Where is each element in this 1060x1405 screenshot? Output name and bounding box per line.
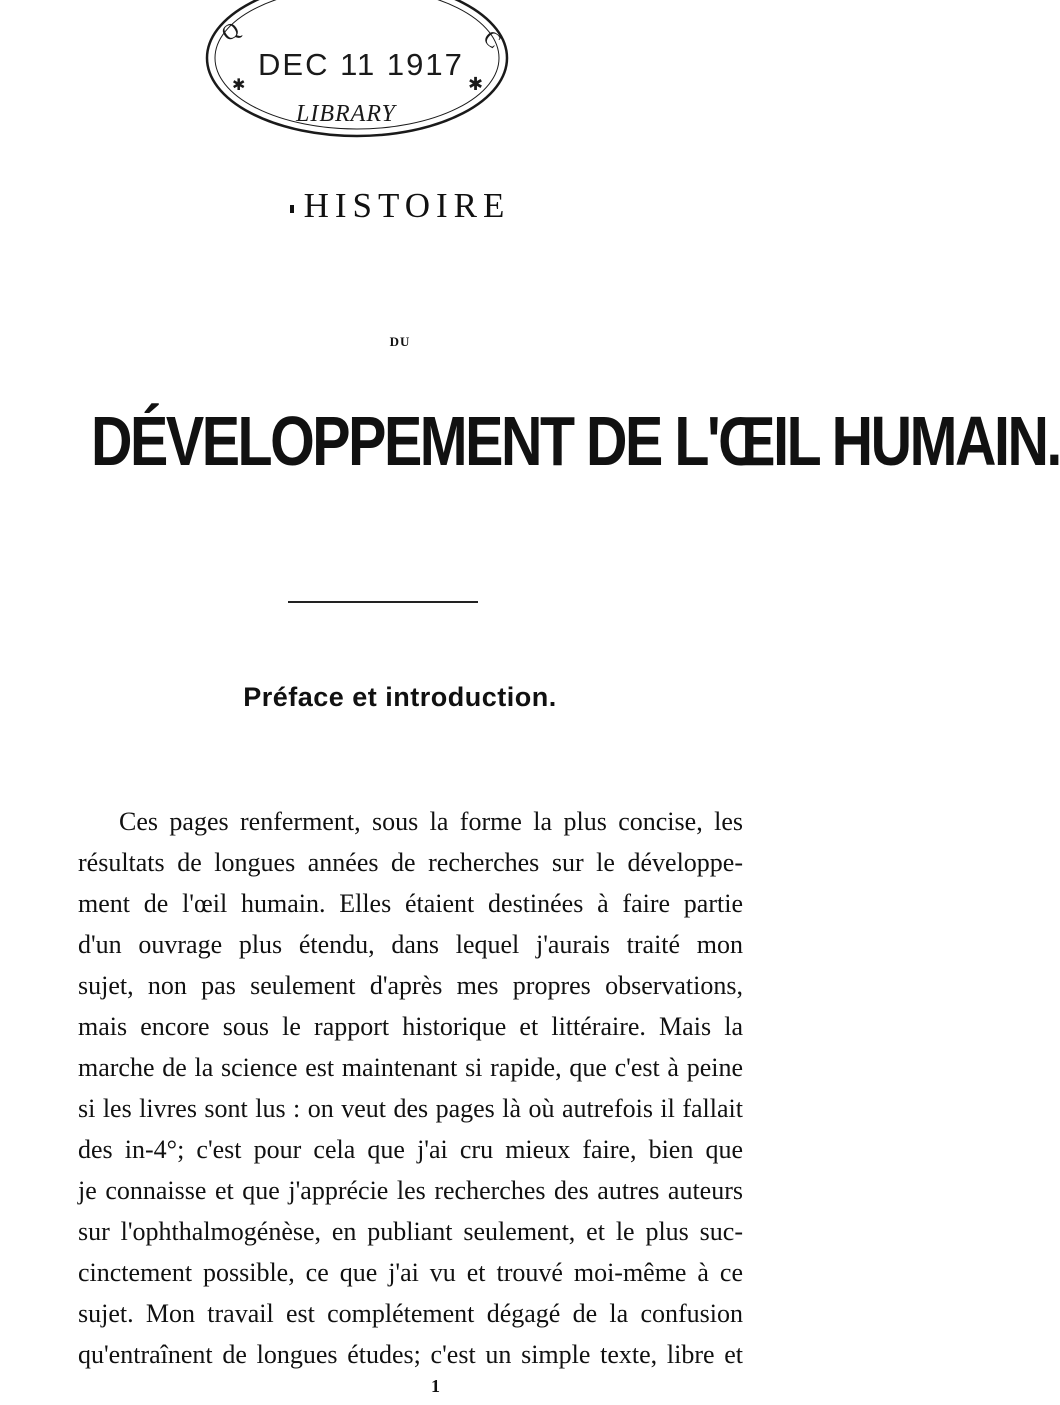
title-histoire bbox=[0, 186, 800, 226]
svg-text:Q: Q bbox=[216, 16, 244, 47]
body-paragraph bbox=[78, 801, 743, 1375]
title-main: DÉVELOPPEMENT DE L'ŒIL HUMAIN. bbox=[91, 402, 1060, 480]
stamp-date: DEC 11 1917 bbox=[258, 47, 464, 82]
body-line: sujet, non pas seulement d'après mes propres observations, bbox=[78, 971, 743, 1000]
body-line: ment de l'œil humain. Elles étaient destinées à faire partie bbox=[78, 889, 743, 918]
section-heading: Préface et introduction. bbox=[243, 682, 557, 712]
svg-text:✱: ✱ bbox=[232, 77, 246, 94]
body-line: d'un ouvrage plus étendu, dans lequel j'aurais traité mon bbox=[78, 930, 743, 959]
svg-text:✱: ✱ bbox=[468, 74, 484, 94]
stamp-library-text: LIBRARY bbox=[296, 101, 396, 127]
page-number: 1 bbox=[431, 1376, 440, 1396]
body-line: qu'entraînent de longues études; c'est un simple texte, libre et bbox=[78, 1340, 743, 1369]
body-line: marche de la science est maintenant si rapide, que c'est à peine bbox=[78, 1053, 743, 1082]
library-stamp bbox=[192, 0, 522, 140]
body-line: je connaisse et que j'apprécie les recherches des autres auteurs bbox=[78, 1176, 743, 1205]
body-line: cinctement possible, ce que j'ai vu et trouvé moi-même à ce bbox=[78, 1258, 743, 1287]
body-line: résultats de longues années de recherches sur le développe- bbox=[78, 848, 743, 877]
body-line: sujet. Mon travail est complétement dégagé de la confusion bbox=[78, 1299, 743, 1328]
ornament-tick bbox=[290, 205, 294, 213]
body-line: sur l'ophthalmogénèse, en publiant seulement, et le plus suc- bbox=[78, 1217, 743, 1246]
title-du: DU bbox=[389, 334, 411, 349]
title-histoire-text: HISTOIRE bbox=[303, 186, 511, 225]
body-line: des in-4°; c'est pour cela que j'ai cru mieux faire, bien que bbox=[78, 1135, 743, 1164]
divider-rule bbox=[288, 601, 478, 603]
body-line: si les livres sont lus : on veut des pages là où autrefois il fallait bbox=[78, 1094, 743, 1123]
body-line: Ces pages renferment, sous la forme la plus concise, les bbox=[119, 807, 743, 836]
body-line: mais encore sous le rapport historique et littéraire. Mais la bbox=[78, 1012, 743, 1041]
svg-text:C: C bbox=[478, 24, 507, 54]
